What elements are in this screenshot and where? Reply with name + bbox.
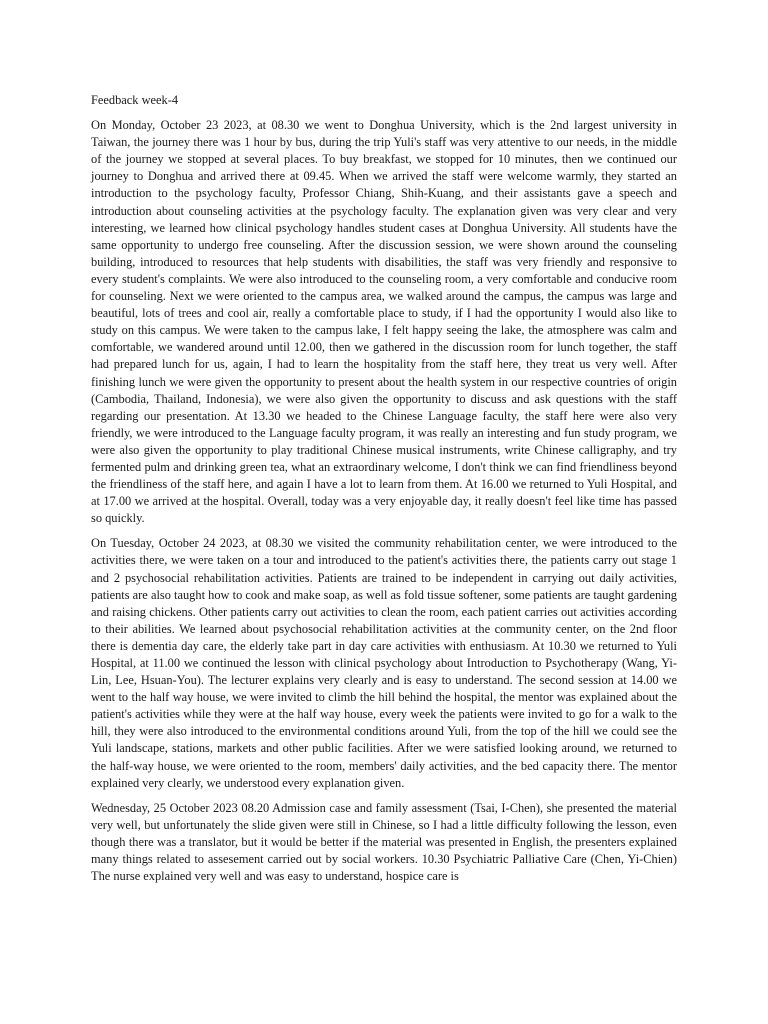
- paragraph-monday: On Monday, October 23 2023, at 08.30 we went to Donghua University, which is the 2nd largest university in Taiwan, the journey there was 1 hour by bus, during the trip Yuli's staff was very attentive to our needs, in the middle of the journey we stopped at several places. To buy breakfast, we stopped for 10 minutes, then we continued our journey to Donghua and arrived there at 09.45. When we arrived the staff were welcome warmly, they started an introduction to the psychology faculty, Professor Chiang, Shih-Kuang, and their assistants gave a speech and introduction about counseling activities at the psychology faculty. The explanation given was very clear and very interesting, we learned how clinical psychology handles student cases at Donghua University. All students have the same opportunity to undergo free counseling. After the discussion session, we were shown around the counseling building, introduced to resources that help students with disabilities, the staff was very friendly and responsive to every student's complaints. We were also introduced to the counseling room, a very comfortable and conducive room for counseling. Next we were oriented to the campus area, we walked around the campus, the campus was large and beautiful, lots of trees and cool air, really a comfortable place to study, if I had the opportunity I would also like to study on this campus. We were taken to the campus lake, I felt happy seeing the lake, the atmosphere was calm and comfortable, we wandered around until 12.00, then we gathered in the discussion room for lunch together, the staff had prepared lunch for us, again, I had to learn the hospitality from the staff here, they treat us very well. After finishing lunch we were given the opportunity to present about the health system in our respective countries of origin (Cambodia, Thailand, Indonesia), we were also given the opportunity to discuss and ask questions with the staff regarding our presentation. At 13.30 we headed to the Chinese Language faculty, the staff here were also very friendly, we were introduced to the Language faculty program, it was really an interesting and fun study program, we were also given the opportunity to play traditional Chinese musical instruments, write Chinese calligraphy, and try fermented pulm and drinking green tea, what an extraordinary welcome, I don't think we can find friendliness beyond the friendliness of the staff here, and again I have a lot to learn from them. At 16.00 we returned to Yuli Hospital, and at 17.00 we arrived at the hospital. Overall, today was a very enjoyable day, it really doesn't feel like time has passed so quickly.: [91, 118, 677, 526]
- document-page: [91, 92, 677, 893]
- paragraph-wednesday: Wednesday, 25 October 2023 08.20 Admission case and family assessment (Tsai, I-Chen), she presented the material very well, but unfortunately the slide given were still in Chinese, so I had a little difficulty following the lesson, even though there was a translator, but it would be better if the material was presented in English, the presenters explained many things related to assesement carried out by social workers. 10.30 Psychiatric Palliative Care (Chen, Yi-Chien) The nurse explained very well and was easy to understand, hospice care is: [91, 800, 677, 884]
- paragraph-tuesday: On Tuesday, October 24 2023, at 08.30 we visited the community rehabilitation center, we were introduced to the activities there, we were taken on a tour and introduced to the patient's activities there, the patients carry out stage 1 and 2 psychosocial rehabilitation activities. Patients are trained to be independent in carrying out daily activities, patients are also taught how to cook and make soap, as well as fold tissue softener, some patients are taught gardening and raising chickens. Other patients carry out activities to clean the room, each patient carries out activities according to their abilities. We learned about psychosocial rehabilitation activities at the community center, on the 2nd floor there is dementia day care, the elderly take part in day care activities with enthusiasm. At 10.30 we returned to Yuli Hospital, at 11.00 we continued the lesson with clinical psychology about Introduction to Psychotherapy (Wang, Yi-Lin, Lee, Hsuan-You). The lecturer explains very clearly and is easy to understand. The second session at 14.00 we went to the half way house, we were invited to climb the hill behind the hospital, the mentor was explained about the patient's activities while they were at the half way house, every week the patients were invited to go for a walk to the hill, they were also introduced to the environmental conditions around Yuli, from the top of the hill we could see the Yuli landscape, stations, markets and other public facilities. After we were satisfied looking around, we returned to the half-way house, we were oriented to the room, members' daily activities, and the bed capacity there. The mentor explained very clearly, we understood every explanation given.: [91, 536, 677, 790]
- document-title: Feedback week-4: [91, 93, 179, 107]
